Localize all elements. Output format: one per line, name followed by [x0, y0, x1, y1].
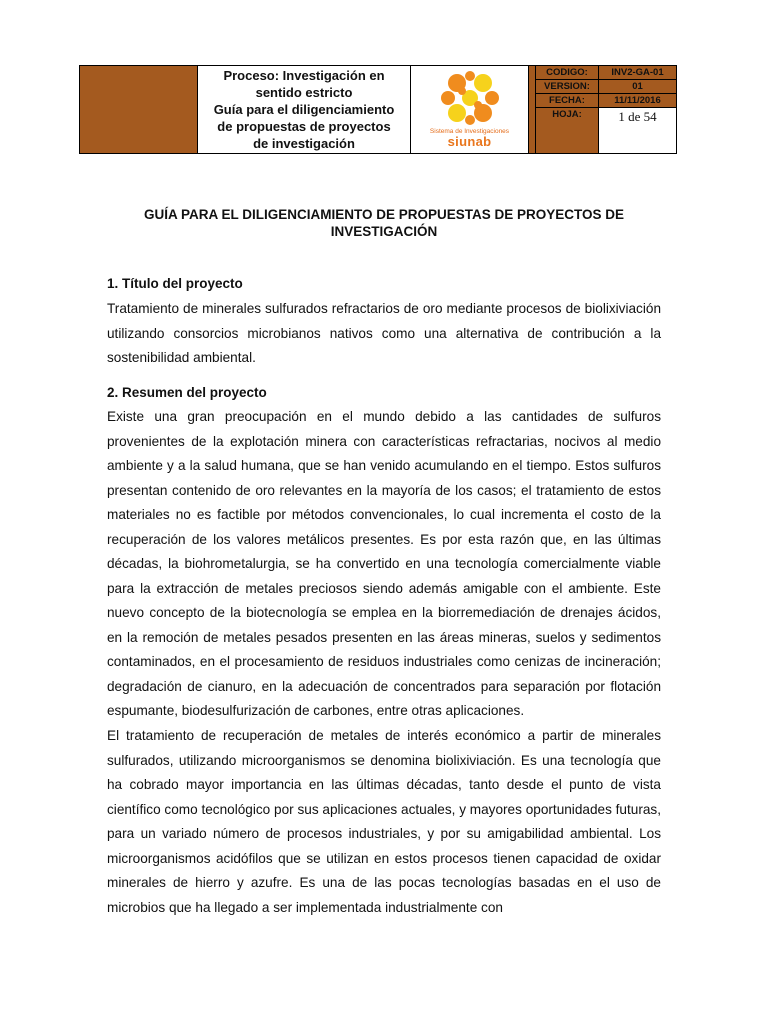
process-title-line: de propuestas de proyectos: [217, 119, 391, 134]
section-heading-title: 1. Título del proyecto: [107, 276, 243, 291]
code-row-hoja: [536, 108, 676, 153]
code-row-codigo: [536, 66, 676, 80]
process-title-line: de investigación: [253, 136, 355, 151]
page-number: 1 de 54: [599, 108, 676, 153]
document-title: GUÍA PARA EL DILIGENCIAMIENTO DE PROPUESTAS DE PROYECTOS DE INVESTIGACIÓN: [143, 207, 625, 239]
document-codes: [536, 66, 676, 153]
process-title-line: Guía para el diligenciamiento: [213, 102, 395, 117]
code-label: FECHA:: [536, 94, 599, 107]
summary-paragraph: El tratamiento de recuperación de metales de interés económico a partir de minerales sulfurados, utilizando microorganismos se denomina biolixiviación. Es una tecnología que ha cobrado mayor importancia en las últimas décadas, tanto desde el punto de vista científico como tecnológico por sus aplicaciones actuales, y mayores oportunidades futuras, para un variado número de procesos industriales, y por su amigabilidad ambiental. Los microorganismos acidófilos que se utilizan en estos procesos tienen capacidad de oxidar minerales de hierro y azufre. Es una de las pocas tecnologías basadas en el uso de microbios que ha llegado a ser implementada industrialmente con: [107, 728, 661, 915]
code-label: HOJA:: [536, 108, 599, 153]
process-title-line: Proceso: Investigación en: [223, 68, 385, 83]
siunab-logo: [411, 66, 529, 153]
header-color-block-left: [80, 66, 198, 153]
siunab-flower-icon: [440, 71, 500, 127]
code-value: 11/11/2016: [599, 94, 676, 107]
logo-subtitle: Sistema de Investigaciones: [429, 127, 510, 135]
code-row-version: [536, 80, 676, 94]
code-label: CODIGO:: [536, 66, 599, 79]
code-value: 01: [599, 80, 676, 93]
summary-paragraph: Existe una gran preocupación en el mundo debido a las cantidades de sulfuros provenientes de la explotación minera con características refractarias, nocivos al medio ambiente y a la salud humana, que se han venido acumulando en el tiempo. Estos sulfuros presentan contenido de oro relevantes en la mayoría de los casos; el tratamiento de estos materiales no es factible por métodos convencionales, lo cual incrementa el costo de la recuperación de los valores metálicos presentes. Es por esta razón que, en las últimas décadas, la biohrometalurgia, se ha convertido en una tecnología comercialmente viable para la extracción de metales preciosos siendo además amigable con el ambiente. Este nuevo concepto de la biotecnología se emplea en la biorremediación de drenajes ácidos, en la remoción de metales pesados presenten en las áreas mineras, suelos y sedimentos contaminados, en el procesamiento de residuos industriales como cenizas de incineración; degradación de cianuro, en la adecuación de concentrados para separación por flotación espumante, biodesulfurización de carbones, entre otras aplicaciones.: [107, 409, 661, 718]
document-header-table: [79, 65, 677, 154]
project-title-paragraph: Tratamiento de minerales sulfurados refractarios de oro mediante procesos de biolixiviación utilizando consorcios microbianos nativos como una alternativa de contribución a la sostenibilidad ambiental.: [107, 301, 661, 365]
section-heading-summary: 2. Resumen del proyecto: [107, 385, 267, 400]
logo-name: siunab: [447, 133, 492, 149]
header-color-block-middle: [529, 66, 536, 153]
process-title-line: sentido estricto: [255, 85, 353, 100]
code-label: VERSION:: [536, 80, 599, 93]
process-title: [198, 66, 411, 153]
code-value: INV2-GA-01: [599, 66, 676, 79]
code-row-fecha: [536, 94, 676, 108]
